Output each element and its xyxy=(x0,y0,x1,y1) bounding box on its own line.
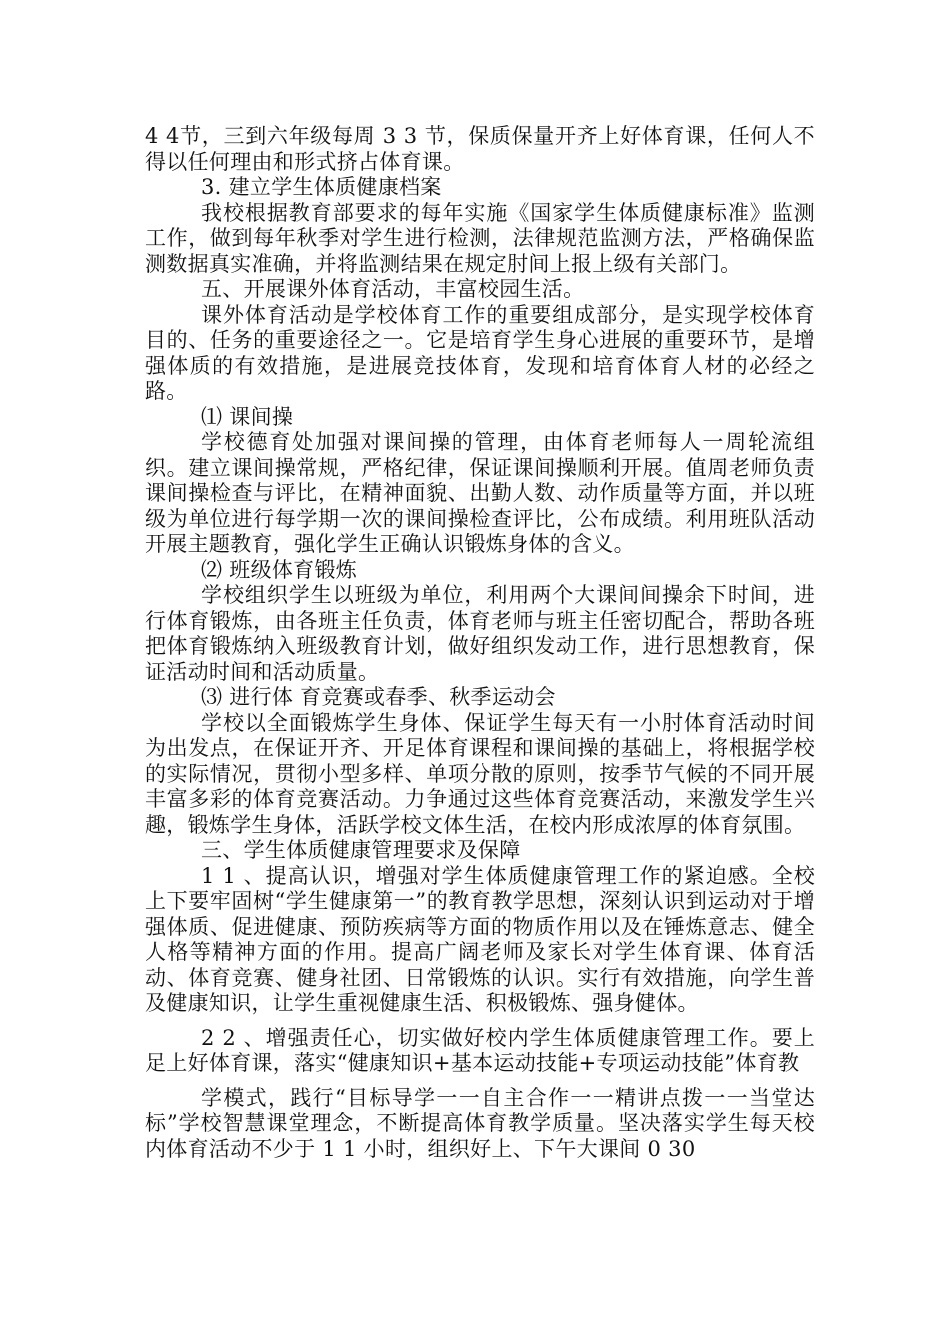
paragraph-health-monitoring: 我校根据教育部要求的每年实施《国家学生体质健康标准》监测工作，做到每年秋季对学生进行检测，法律规范监测方法，严格确保监测数据真实准确，并将监测结果在规定肘间上报上级有关部门。 xyxy=(145,200,815,276)
document-body xyxy=(145,124,815,1162)
paragraph-break-exercise: 学校德育处加强对课间操的管理，由体育老师每人一周轮流组织。建立课间操常规，严格纪律，保证课间操顺利开展。值周老师负责课间操检查与评比，在精神面貌、出勤人数、动作质量等方面，并以班级为单位进行每学期一次的课间操检查评比，公布成绩。利用班队活动开展主题教育，强化学生正确认识锻炼身体的含义。 xyxy=(145,430,815,556)
paragraph-class-exercise: 学校组织学生以班级为单位，利用两个大课间间操余下时间，进行体育锻炼，由各班主任负责，体育老师与班主任密切配合，帮助各班把体育锻炼纳入班级教育计划，做好组织发动工作，进行思想教育，保证活动时间和活动质量。 xyxy=(145,583,815,684)
paragraph-responsibility: 2 2 、增强责任心，切实做好校内学生体质健康管理工作。要上足上好体育课，落实“健康知识+基本运动技能+专项运动技能”体育教 xyxy=(145,1025,815,1075)
paragraph-sports-meet: 学校以全面锻炼学生身体、保证学生每天有一小肘体育活动时间为出发点，在保证开齐、开足体育课程和课间操的基础上，将根据学校的实际情况，贯彻小型多样、单项分散的原则，按季节气候的不同开展丰富多彩的体育竞赛活动。力争通过这些体育竞赛活动，来激发学生兴趣，锻炼学生身体，活跃学校文体生活，在校内形成浓厚的体育氛围。 xyxy=(145,710,815,837)
heading-sports-meet: ⑶ 进行体 育竞赛或春季、秋季运动会 xyxy=(201,685,556,709)
heading-break-exercise: ⑴ 课间操 xyxy=(201,404,294,429)
paragraph-extracurricular: 课外体育活动是学校体育工作的重要组成部分，是实现学校体育目的、任务的重要途径之一。它是培育学生身心进展的重要环节，是增强体质的有效措施，是进展竞技体育，发现和培育体育人材的必经之路。 xyxy=(145,302,815,403)
heading-health-records: 3. 建立学生体质健康档案 xyxy=(201,175,442,199)
heading-section-five: 五、开展课外体育活动，丰富校园生活。 xyxy=(201,277,585,301)
heading-class-exercise: ⑵ 班级体育锻炼 xyxy=(201,557,358,582)
paragraph-pe-class-hours: 4 4节，三到六年级每周 3 3 节，保质保量开齐上好体育课，任何人不得以任何理由和形式挤占体育课。 xyxy=(145,124,815,174)
paragraph-teaching-model: 学模式，践行“目标导学一一自主合作一一精讲点拨一一当堂达标”学校智慧课堂理念，不断提高体育教学质量。坚决落实学生每天校内体育活动不少于 1 1 小时，组织好上、下午大课间 0 30 xyxy=(145,1085,815,1161)
paragraph-awareness: 1 1 、提高认识，增强对学生体质健康管理工作的紧迫感。全校上下要牢固树“学生健康第一”的教育教学思想，深刻认识到运动对于增强体质、促进健康、预防疾病等方面的物质作用以及在锤炼意志、健全人格等精神方面的作用。提高广阔老师及家长对学生体育课、体育活动、体育竞赛、健身社团、日常锻炼的认识。实行有效措施，向学生普及健康知识，让学生重视健康生活、积极锻炼、强身健体。 xyxy=(145,863,815,1015)
heading-section-three: 三、学生体质健康管理要求及保障 xyxy=(201,838,521,862)
